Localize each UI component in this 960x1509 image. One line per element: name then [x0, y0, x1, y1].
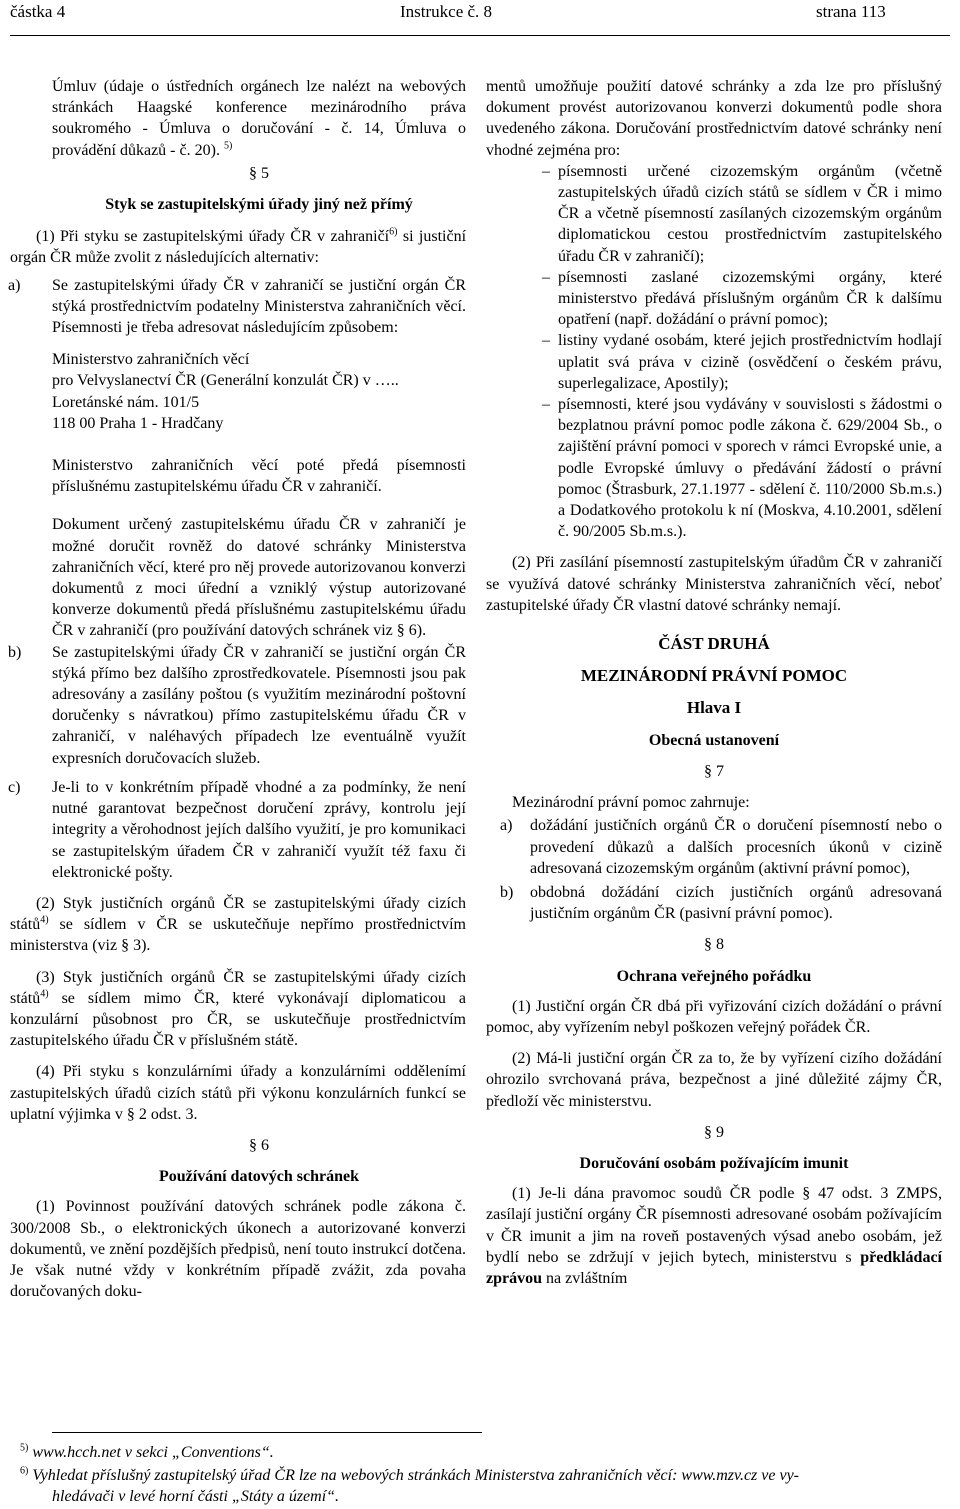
exception-item: – listiny vydané osobám, které jejich prostřednictvím hodlají uplatit svá práva v cizině (osvědčení o českém právu, superlegalizace, Apostily);: [542, 332, 942, 392]
section-5-para-1: (1) Při styku se zastupitelskými úřady ČR v zahraničí$^{6)}$ si justiční orgán ČR může zvolit z následujících alternativ:: [10, 226, 467, 267]
header-instruction: Instrukce č. 8: [400, 2, 493, 21]
section-5-title: Styk se zastupitelskými úřady jiný než přímý: [105, 196, 413, 214]
section-5-para-3: (3) Styk justičních orgánů ČR se zastupitelskými úřady cizích států$^{4)}$ se sídlem mimo ČR, které vykonávají diplomaticou a konzulární působnost pro ČR, se uskutečňuje prostřednictvím zastupitelského úřadu ČR v příslušném státě.: [10, 968, 466, 1050]
exception-list: [486, 161, 942, 543]
section-7-number: § 7: [704, 762, 724, 780]
alternative-c-text: Je-li to v konkrétním případě vhodné a za podmínky, že není nutné garantovat bezpečnost doručení zprávy, kontrolu její integrity a věrohodnost jejích dalšího využití, je pro komunikaci se zastupitelským úřadem ČR v zahraničí využít též faxu či elektronické pošty.: [52, 778, 466, 881]
header-issue: částka 4: [10, 2, 66, 21]
section-6-title: Používání datových schránek: [158, 1168, 359, 1186]
chapter-heading: Hlava I: [686, 698, 742, 718]
section-7-intro: Mezinárodní právní pomoc zahrnuje:: [512, 794, 750, 812]
section-5-para-4: (4) Při styku s konzulárními úřady a konzulárními oddělenímí zastupitelských úřadů cizích států při výkonu konzulárních funkcí se uplatní výjimka v § 2 odst. 3.: [10, 1063, 466, 1123]
footnote-5: $^{5)}$ www.hcch.net v sekci „Conventions“.: [20, 1442, 274, 1461]
right-column: [486, 76, 942, 1289]
section-6-number: § 6: [249, 1136, 269, 1154]
chapter-title: Obecná ustanovení: [648, 731, 780, 749]
continued-paragraph: mentů umožňuje použití datové schránky a zda lze pro příslušný dokument provést autorizovanou konverzi dokumentů podle shora uvedeného zákona. Doručování prostřednictvím datové schránky není vhodné zejména pro:: [486, 78, 942, 159]
exception-item: – písemnosti zaslané cizozemskými orgány, které ministerstvo předává příslušným orgánům ČR k dalšímu opatření (např. dožádání o právní pomoc);: [542, 268, 942, 329]
exception-item: – písemnosti, které jsou vydávány v souvislosti s žádostmi o bezplatnou právní pomoc podle zákona č. 629/2004 Sb., o zajištění právní pomoci v sporech v rámci Evropské unie, a podle Evropské úmluvy o předávání žádostí o právní pomoc (Štrasburk, 27.1.1977 - sdělení č. 110/2000 Sb.m.s.) a Dodatkového protokolu k ní (Moskva, 4.10.2001, sdělení č. 90/2005 Sb.m.s.).: [542, 396, 942, 541]
section-9-para-1: (1) Je-li dána pravomoc soudů ČR podle § 47 odst. 3 ZMPS, zasílají justiční orgány ČR písemnosti adresované osobám požívajícím v ČR imunit a jim na roveň postavených výsad anebo osobám, jež bydlí nebo se zdržují v jejich bytech, ministerstvu s předkládací zprávou na zvláštním: [486, 1185, 942, 1287]
section-6-para-2: (2) Při zasílání písemností zastupitelským úřadům ČR v zahraničí se využívá datové schránky Ministerstva zahraničních věcí, neboť zastupitelské úřady ČR vlastní datové schránky nemají.: [486, 554, 942, 614]
address-block: [52, 349, 466, 434]
alternative-b-text: Se zastupitelskými úřady ČR v zahraničí se justiční orgán ČR stýká přímo bez dalšího zprostředkovatele. Písemnosti jsou pak adresovány a zasílány poštou (s využitím mezinárodní poštovní doručenky s návratkou) přímo zastupitelskému úřadu ČR v zahraničí, v naléhavých případech lze eventuálně využít expresních doručovacích služeb.: [52, 643, 466, 767]
alternative-a-para-3: Dokument určený zastupitelskému úřadu ČR v zahraničí je možné doručit rovněž do datové schránky Ministerstva zahraničních věcí, které pro něj provede autorizovanou konverzi dokumentů z moci úřední a vzniklý výstup autorizované konverze dokumentů předá příslušnému zastupitelskému úřadu ČR v zahraničí (pro používání datových schránek viz § 6).: [52, 516, 466, 640]
footnote-6: $^{6)}$ Vyhledat příslušný zastupitelský úřad ČR lze na webových stránkách Ministerstva zahraničních věcí: www.mzv.cz ve vy-: [20, 1465, 800, 1484]
intro-paragraph: Úmluv (údaje o ústředních orgánech lze nalézt na webových stránkách Haagské konference mezinárodního práva soukromého - Úmluva o doručování - č. 14, Úmluva o provádění důkazů - č. 20). $^{5)}$: [52, 78, 466, 159]
address-line-3: Loretánské nám. 101/5: [52, 393, 200, 411]
footnote-divider: [52, 1432, 482, 1433]
alternative-c: c) Je-li to v konkrétním případě vhodné a za podmínky, že není nutné garantovat bezpečnost doručení zprávy, kontrolu její integrity a věrohodnost jejích dalšího využití, je pro komunikaci se zastupitelským úřadem ČR v zahraničí využít též faxu či elektronické pošty.: [8, 777, 466, 883]
part-heading: ČÁST DRUHÁ: [658, 634, 770, 654]
section-5-para-2: (2) Styk justičních orgánů ČR se zastupitelskými úřady cizích států$^{4)}$ se sídlem v ČR se uskutečňuje nepřímo prostřednictvím ministerstva (viz § 3).: [10, 894, 466, 955]
section-6-para-1: (1) Povinnost používání datových schránek podle zákona č. 300/2008 Sb., o elektronických úkonech a autorizované konverzi dokumentů, ve znění pozdějších předpisů, není touto instrukcí dotčena. Je však nutné vždy v konkrétním případě zvážit, zda povaha doručovaných doku-: [10, 1198, 466, 1301]
section-8-number: § 8: [704, 936, 724, 954]
address-line-2: pro Velvyslanectví ČR (Generální konzulát ČR) v …..: [52, 372, 399, 390]
footnote-6-continued: hledávači v levé horní části „Státy a území“.: [52, 1488, 340, 1505]
exception-item: – písemnosti určené cizozemským orgánům (včetně zastupitelských úřadů cizích států se sídlem v ČR i mimo ČR a včetně písemností zasílaných cizozemským orgánům diplomatickou cestou prostřednictvím zastupitelského úřadu ČR v zahraničí);: [542, 162, 942, 265]
section-8-title: Ochrana veřejného pořádku: [616, 967, 812, 985]
section-7-item-b: b) obdobná dožádání cizích justičních orgánů adresovaná justičním orgánům ČR (pasivní právní pomoc).: [500, 883, 942, 923]
alternative-b: b) Se zastupitelskými úřady ČR v zahraničí se justiční orgán ČR stýká přímo bez dalšího zprostředkovatele. Písemnosti jsou pak adresovány a zasílány poštou (s využitím mezinárodní poštovní doručenky s návratkou) přímo zastupitelskému úřadu ČR v zahraničí, v naléhavých případech lze eventuálně využít expresních doručovacích služeb.: [8, 642, 466, 769]
section-9-title: Doručování osobám požívajícím imunit: [579, 1154, 849, 1172]
address-line-1: Ministerstvo zahraničních věcí: [52, 351, 250, 369]
section-8-para-1: (1) Justiční orgán ČR dbá při vyřizování cizích dožádání o právní pomoc, aby vyřízením nebyl poškozen veřejný pořádek ČR.: [486, 997, 942, 1036]
header-divider: [10, 35, 950, 36]
section-9-number: § 9: [704, 1123, 724, 1141]
alternative-a-para-2: Ministerstvo zahraničních věcí poté předá písemnosti příslušnému zastupitelskému úřadu ČR v zahraničí.: [52, 457, 466, 496]
alternative-a: a) Se zastupitelskými úřady ČR v zahraničí se justiční orgán ČR stýká prostřednictvím podatelny Ministerstva zahraničních věcí. Písemnosti je třeba adresovat následujícím způsobem: Ministerstvo zahraničních věcí pro Velvyslanectví ČR (Generální konzulát ČR) v ….. Loretánské nám. 101/5 118 00 Praha 1 - Hradčany Ministerstvo zahraničních věcí poté předá písemnosti příslušnému zastupitelskému úřadu ČR v zahraničí. Dokument určený zastupitelskému úřadu ČR v zahraničí je možné doručit rovněž do datové schránky Ministerstva zahraničních věcí, které pro něj provede autorizovanou konverzi dokumentů z moci úřední a vzniklý výstup autorizované konverze dokumentů předá příslušnému zastupitelskému úřadu ČR v zahraničí (pro používání datových schránek viz § 6).: [8, 275, 466, 642]
header-page-number: strana 113: [816, 2, 886, 21]
section-5-number: § 5: [249, 164, 269, 182]
part-title: MEZINÁRODNÍ PRÁVNÍ POMOC: [580, 666, 848, 686]
alternative-a-text: Se zastupitelskými úřady ČR v zahraničí se justiční orgán ČR stýká prostřednictvím podatelny Ministerstva zahraničních věcí. Písemnosti je třeba adresovat následujícím způsobem:: [52, 276, 466, 337]
left-column: [8, 76, 467, 1302]
section-8-para-2: (2) Má-li justiční orgán ČR za to, že by vyřízení cizího dožádání ohrozilo svrchovaná práva, bezpečnost a jiné důležité zájmy ČR, předloží věc ministerstvu.: [486, 1050, 942, 1110]
address-line-4: 118 00 Praha 1 - Hradčany: [52, 414, 224, 432]
section-7-item-a: a) dožádání justičních orgánů ČR o doručení písemností nebo o provedení důkazů a dalších procesních úkonů v cizině adresovaná cizozemským orgánům (aktivní právní pomoc),: [500, 817, 942, 877]
